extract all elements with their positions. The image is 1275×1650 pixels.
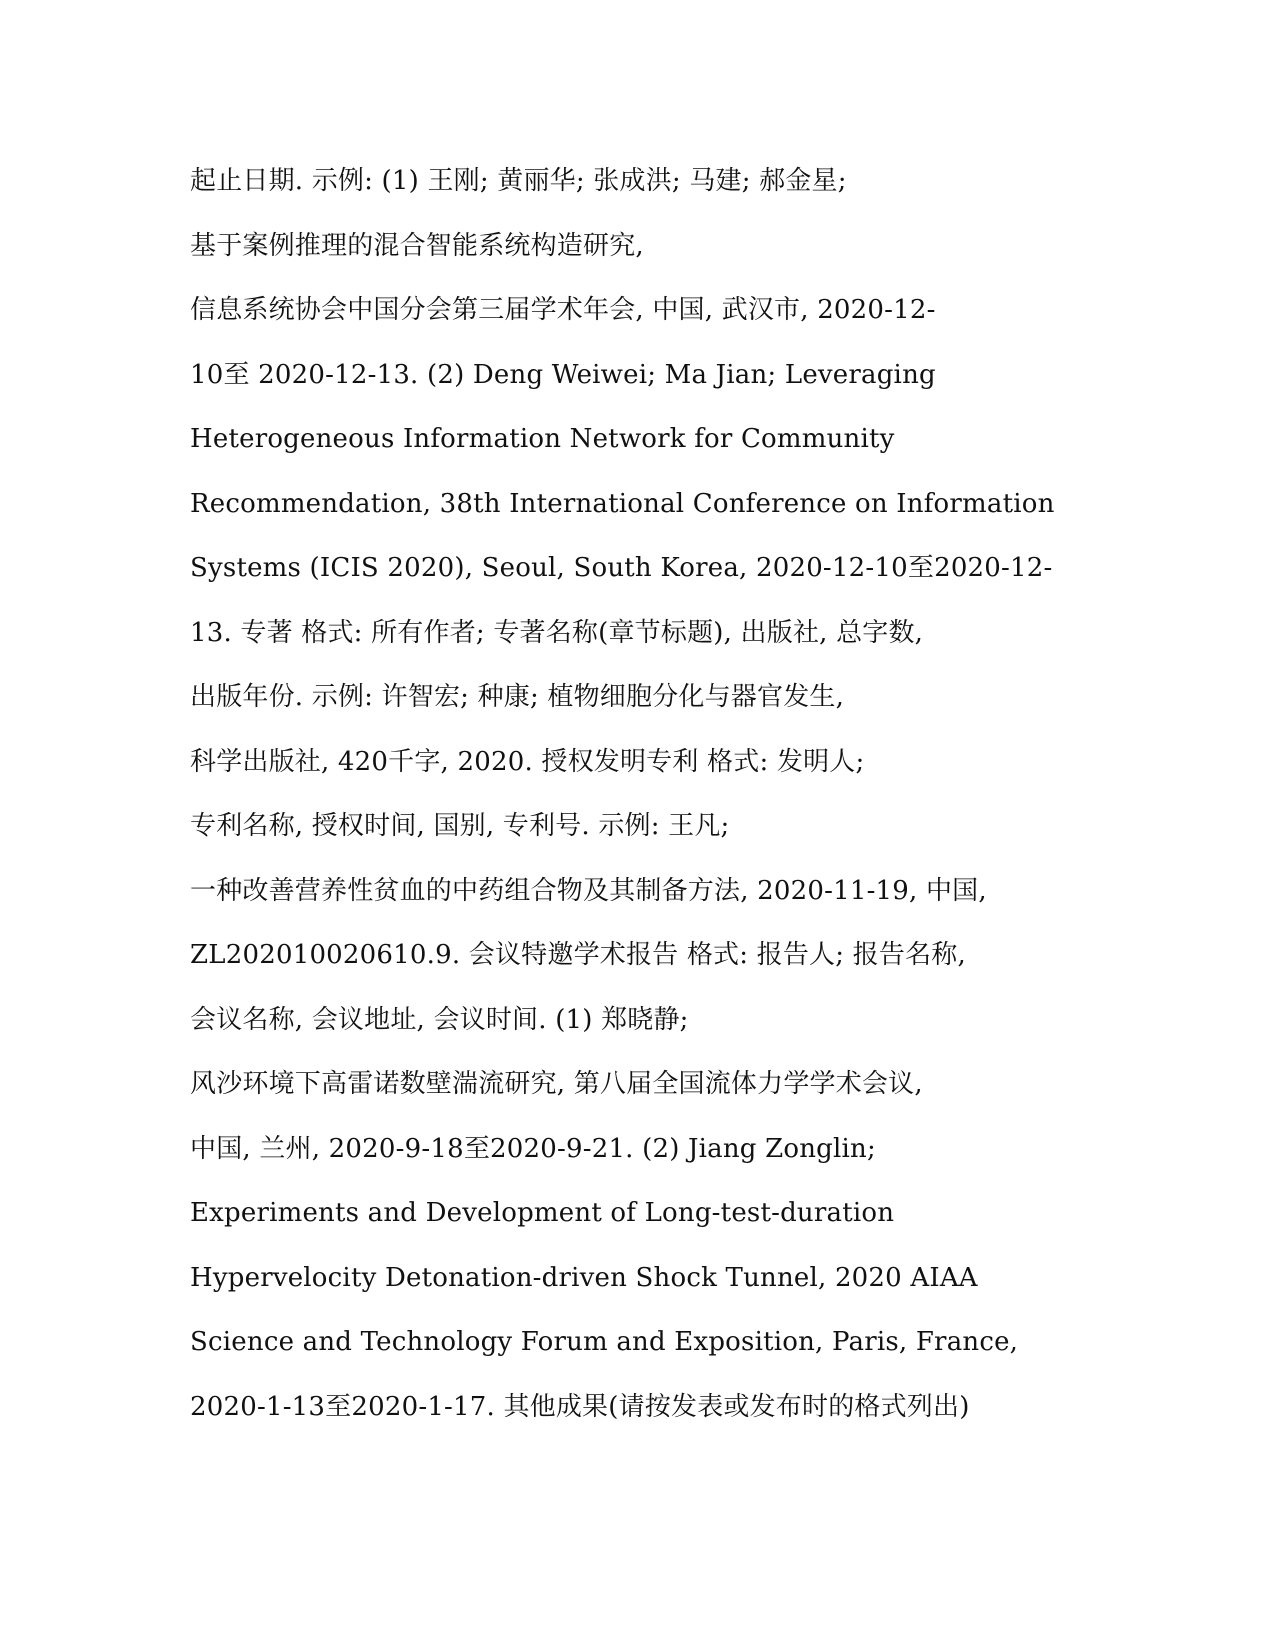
text-line: Heterogeneous Information Network for Community (190, 424, 895, 454)
text-line: 风沙环境下高雷诺数壁湍流研究, 第八届全国流体力学学术会议, (190, 1069, 923, 1099)
text-line: Hypervelocity Detonation-driven Shock Tunnel, 2020 AIAA (190, 1262, 978, 1293)
text-line: 专利名称, 授权时间, 国别, 专利号. 示例: 王凡; (190, 811, 730, 841)
text-line: 信息系统协会中国分会第三届学术年会, 中国, 武汉市, 2020-12- (190, 295, 936, 325)
text-line: Systems (ICIS 2020), Seoul, South Korea, 2020-12-10至2020-12- (190, 553, 1053, 583)
text-line: Experiments and Development of Long-test-duration (190, 1198, 895, 1228)
text-line: 一种改善营养性贫血的中药组合物及其制备方法, 2020-11-19, 中国, (190, 875, 987, 906)
text-line: ZL202010020610.9. 会议特邀学术报告 格式: 报告人; 报告名称, (190, 940, 966, 970)
text-line: 13. 专著 格式: 所有作者; 专著名称(章节标题), 出版社, 总字数, (190, 617, 924, 648)
document-body-text (190, 164, 1090, 1454)
text-line: 10至 2020-12-13. (2) Deng Weiwei; Ma Jian; Leveraging (190, 359, 936, 390)
text-line: 中国, 兰州, 2020-9-18至2020-9-21. (2) Jiang Zonglin; (190, 1133, 876, 1164)
text-line: 出版年份. 示例: 许智宏; 种康; 植物细胞分化与器官发生, (190, 682, 845, 712)
text-line: 2020-1-13至2020-1-17. 其他成果(请按发表或发布时的格式列出) (190, 1391, 970, 1422)
text-line: 起止日期. 示例: (1) 王刚; 黄丽华; 张成洪; 马建; 郝金星; (190, 166, 847, 196)
text-line: Science and Technology Forum and Exposition, Paris, France, (190, 1327, 1019, 1357)
text-line: 基于案例推理的混合智能系统构造研究, (190, 230, 644, 261)
text-line: 会议名称, 会议地址, 会议时间. (1) 郑晓静; (190, 1004, 689, 1035)
text-line: 科学出版社, 420千字, 2020. 授权发明专利 格式: 发明人; (190, 746, 865, 777)
text-line: Recommendation, 38th International Conference on Information (190, 488, 1055, 519)
